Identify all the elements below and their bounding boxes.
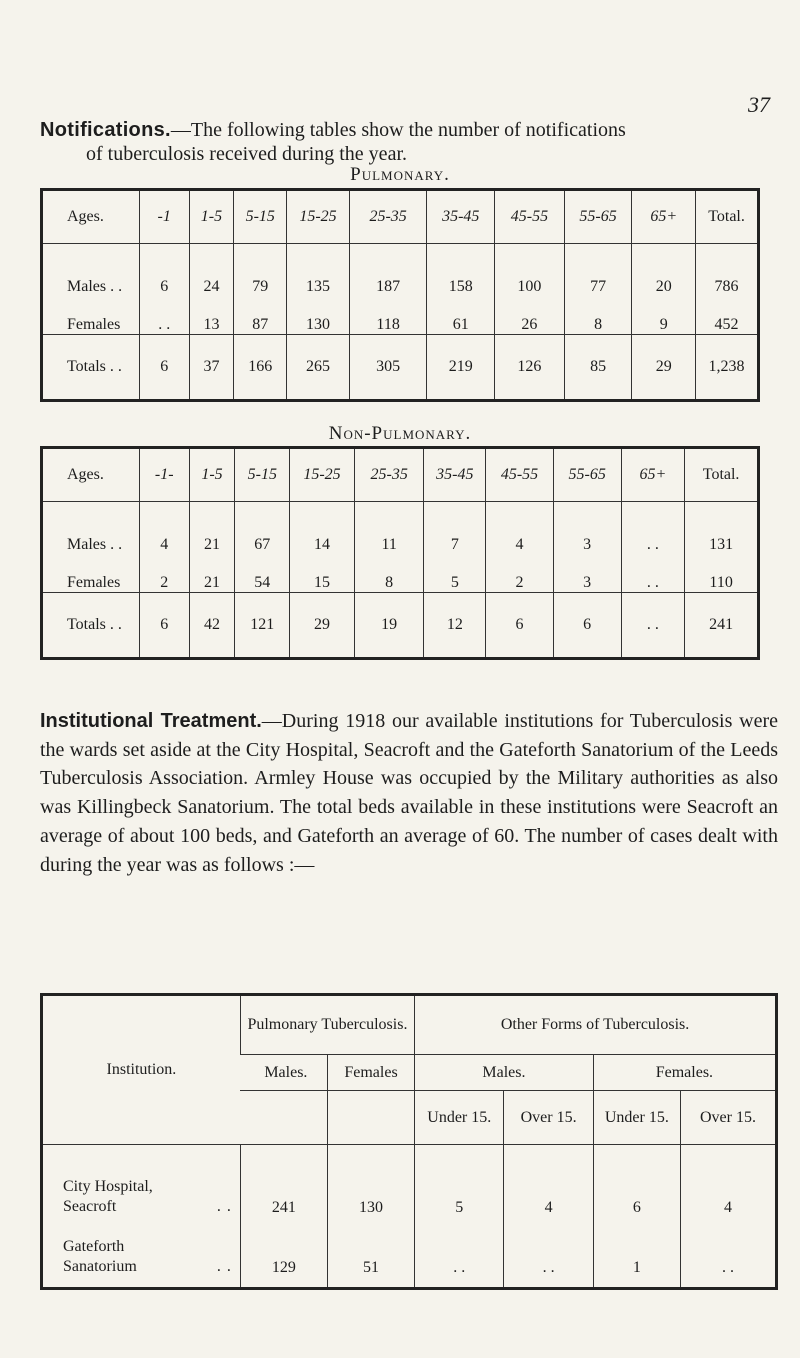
notifications-text-line2: of tuberculosis received during the year.	[86, 143, 407, 165]
institution-name	[42, 1217, 241, 1289]
cell: 79	[234, 244, 287, 297]
cell: 4	[680, 1145, 776, 1217]
cell: 241	[240, 1145, 327, 1217]
col-ages: Ages.	[42, 190, 140, 244]
cell: 15	[290, 554, 355, 593]
cell: 6	[553, 593, 621, 659]
col-age-band: 5-15	[234, 190, 287, 244]
cell: 166	[234, 335, 287, 401]
cell: 51	[327, 1217, 414, 1289]
cell: 26	[495, 296, 565, 335]
col-age-band: 35-45	[427, 190, 495, 244]
non-pulmonary-table	[40, 446, 760, 660]
empty-cell	[240, 1091, 327, 1145]
female-over-15-header: Over 15.	[680, 1091, 776, 1145]
institutional-treatment-paragraph	[40, 707, 778, 879]
cell: 129	[240, 1217, 327, 1289]
non-pulmonary-heading: Non-Pulmonary.	[328, 423, 472, 444]
cell: . .	[415, 1217, 504, 1289]
row-label: Males . .	[67, 278, 123, 295]
cell: 67	[235, 502, 290, 555]
leader-dots: . .	[216, 1197, 232, 1215]
institution-header: Institution.	[42, 995, 241, 1145]
cell: 130	[287, 296, 350, 335]
cell: 6	[593, 1145, 680, 1217]
cell: 4	[504, 1145, 593, 1217]
pulmonary-group-header: Pulmonary Tuberculosis.	[240, 995, 414, 1055]
col-age-band: 45-55	[495, 190, 565, 244]
male-over-15-header: Over 15.	[504, 1091, 593, 1145]
cell: 8	[354, 554, 424, 593]
cell: 135	[287, 244, 350, 297]
cell: 6	[139, 335, 189, 401]
cell: 20	[632, 244, 696, 297]
pulmonary-heading: Pulmonary.	[350, 164, 450, 185]
cell: 118	[349, 296, 427, 335]
cell: 87	[234, 296, 287, 335]
cell: 21	[189, 554, 235, 593]
cell: 131	[685, 502, 759, 555]
cell: 305	[349, 335, 427, 401]
pulmonary-table	[40, 188, 760, 402]
cell: . .	[504, 1217, 593, 1289]
cell: 3	[553, 502, 621, 555]
row-label: Females	[67, 574, 121, 591]
cell: 42	[189, 593, 235, 659]
cell: . .	[621, 502, 685, 555]
col-age-band: 25-35	[354, 448, 424, 502]
cell: 21	[189, 502, 235, 555]
cell: 85	[564, 335, 632, 401]
notifications-text: —The following tables show the number of notifications	[170, 119, 626, 141]
cell: 6	[486, 593, 554, 659]
totals-row	[42, 593, 759, 659]
cell: . .	[680, 1217, 776, 1289]
other-forms-group-header: Other Forms of Tuberculosis.	[415, 995, 777, 1055]
col-age-band: 65+	[632, 190, 696, 244]
cell: 452	[696, 296, 759, 335]
col-age-band: -1	[139, 190, 189, 244]
row-label: Totals . .	[42, 335, 140, 401]
cell: 265	[287, 335, 350, 401]
cell: 158	[427, 244, 495, 297]
row-label: Females	[67, 316, 121, 333]
institutional-treatment-text: —During 1918 our available institutions for Tuberculosis were the wards set aside at the City Hospital, Seacroft and the Gateforth Sanatorium of the Leeds Tuberculosis Association. Armley House was occupied by the Military authorities as also was Killingbeck Sanatorium. The total beds available in these institutions were Seacroft an average of about 100 beds, and Gateforth an average of 60. The number of cases dealt with during the year was as follows :—	[40, 710, 778, 876]
cell: 187	[349, 244, 427, 297]
cell: 2	[139, 554, 189, 593]
page-number: 37	[748, 92, 770, 117]
empty-cell	[327, 1091, 414, 1145]
cell: 11	[354, 502, 424, 555]
cell: 8	[564, 296, 632, 335]
col-age-band: 25-35	[349, 190, 427, 244]
institution-name-line2: Seacroft	[63, 1197, 117, 1215]
pulmonary-header-row	[42, 190, 759, 244]
col-age-band: 55-65	[564, 190, 632, 244]
table-row	[42, 1217, 777, 1289]
cell: 13	[189, 296, 234, 335]
cell: 1,238	[696, 335, 759, 401]
cell: 4	[139, 502, 189, 555]
cell: 121	[235, 593, 290, 659]
col-age-band: 55-65	[553, 448, 621, 502]
cell: 4	[486, 502, 554, 555]
notifications-heading: Notifications.	[40, 119, 171, 141]
totals-row	[42, 335, 759, 401]
female-under-15-header: Under 15.	[593, 1091, 680, 1145]
col-age-band: 65+	[621, 448, 685, 502]
col-age-band: 1-5	[189, 448, 235, 502]
cell: 7	[424, 502, 486, 555]
cell: 241	[685, 593, 759, 659]
institution-name-line1: Gateforth	[63, 1238, 125, 1255]
col-age-band: 1-5	[189, 190, 234, 244]
cell: 219	[427, 335, 495, 401]
pulmonary-males-header: Males.	[240, 1055, 327, 1091]
cell: 12	[424, 593, 486, 659]
institution-name-line1: City Hospital,	[63, 1177, 153, 1195]
table-row	[42, 244, 759, 297]
cell: 130	[327, 1145, 414, 1217]
pulmonary-females-header: Females	[327, 1055, 414, 1091]
row-label: Males . .	[67, 536, 123, 553]
cell: . .	[621, 554, 685, 593]
cell: . .	[139, 296, 189, 335]
cell: 6	[139, 593, 189, 659]
table-row	[42, 296, 759, 335]
cell: 9	[632, 296, 696, 335]
institution-name-line2: Sanatorium	[63, 1258, 137, 1275]
cell: 2	[486, 554, 554, 593]
non-pulmonary-header-row	[42, 448, 759, 502]
cell: 5	[415, 1145, 504, 1217]
col-total: Total.	[696, 190, 759, 244]
institution-table	[40, 993, 778, 1290]
cell: 54	[235, 554, 290, 593]
col-ages: Ages.	[42, 448, 140, 502]
col-age-band: -1-	[139, 448, 189, 502]
row-label: Totals . .	[42, 593, 140, 659]
col-age-band: 45-55	[486, 448, 554, 502]
other-males-header: Males.	[415, 1055, 594, 1091]
institutional-treatment-heading: Institutional Treatment.	[40, 710, 262, 732]
cell: 1	[593, 1217, 680, 1289]
cell: 29	[632, 335, 696, 401]
cell: 61	[427, 296, 495, 335]
leader-dots: . .	[216, 1258, 232, 1275]
other-females-header: Females.	[593, 1055, 776, 1091]
col-age-band: 5-15	[235, 448, 290, 502]
col-total: Total.	[685, 448, 759, 502]
cell: 29	[290, 593, 355, 659]
cell: 24	[189, 244, 234, 297]
cell: 19	[354, 593, 424, 659]
cell: 14	[290, 502, 355, 555]
cell: 5	[424, 554, 486, 593]
cell: 37	[189, 335, 234, 401]
cell: 77	[564, 244, 632, 297]
cell: . .	[621, 593, 685, 659]
cell: 786	[696, 244, 759, 297]
col-age-band: 35-45	[424, 448, 486, 502]
table-row	[42, 1145, 777, 1217]
male-under-15-header: Under 15.	[415, 1091, 504, 1145]
col-age-band: 15-25	[290, 448, 355, 502]
cell: 3	[553, 554, 621, 593]
table-row	[42, 554, 759, 593]
table-row	[42, 502, 759, 555]
institution-name	[42, 1145, 241, 1217]
col-age-band: 15-25	[287, 190, 350, 244]
cell: 6	[139, 244, 189, 297]
cell: 100	[495, 244, 565, 297]
cell: 126	[495, 335, 565, 401]
notifications-intro	[40, 118, 780, 166]
cell: 110	[685, 554, 759, 593]
